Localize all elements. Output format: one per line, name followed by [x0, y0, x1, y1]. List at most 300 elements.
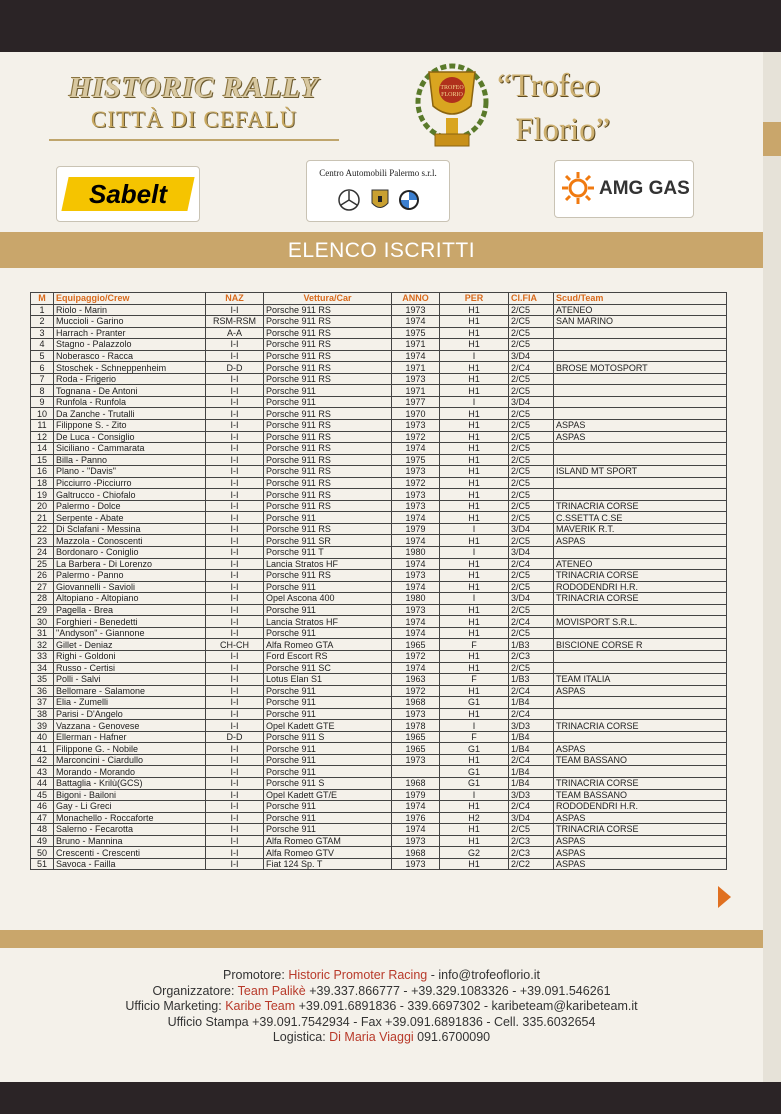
- cell-number: 6: [31, 362, 54, 374]
- cell-number: 5: [31, 350, 54, 362]
- cell-number: 23: [31, 535, 54, 547]
- cell-year: 1979: [392, 789, 440, 801]
- cell-team: ASPAS: [554, 812, 727, 824]
- cell-car: Porsche 911: [264, 824, 392, 836]
- cell-crew: Billa - Panno: [54, 454, 206, 466]
- cell-number: 18: [31, 477, 54, 489]
- cell-car: Opel Kadett GT/E: [264, 789, 392, 801]
- cell-nationality: A-A: [206, 327, 264, 339]
- cell-car: Porsche 911: [264, 685, 392, 697]
- amg-gas-text: AMG GAS: [599, 178, 690, 199]
- cell-number: 30: [31, 616, 54, 628]
- cell-period: H1: [440, 373, 509, 385]
- trofeo-word: “Trofeo: [497, 68, 601, 104]
- cell-fia-class: 2/C4: [509, 801, 554, 813]
- cell-car: Porsche 911 RS: [264, 316, 392, 328]
- table-row: [31, 650, 727, 662]
- cell-team: [554, 339, 727, 351]
- cell-team: [554, 627, 727, 639]
- cell-nationality: I-I: [206, 801, 264, 813]
- logistics-label: Logistica:: [272, 1030, 330, 1044]
- cell-period: H1: [440, 801, 509, 813]
- table-row: [31, 777, 727, 789]
- cell-period: I: [440, 547, 509, 559]
- table-row: [31, 593, 727, 605]
- cell-period: H1: [440, 316, 509, 328]
- page-title: ELENCO ISCRITTI: [287, 239, 476, 262]
- col-header-car: Vettura/Car: [264, 293, 392, 305]
- cell-number: 43: [31, 766, 54, 778]
- table-row: [31, 754, 727, 766]
- cell-nationality: I-I: [206, 604, 264, 616]
- table-row: [31, 720, 727, 732]
- organizer-name: Team Palikè: [237, 983, 306, 998]
- cell-period: G1: [440, 777, 509, 789]
- cell-car: Lancia Stratos HF: [264, 616, 392, 628]
- cell-period: H1: [440, 581, 509, 593]
- cell-team: TEAM ITALIA: [554, 674, 727, 686]
- cell-crew: Gay - Li Greci: [54, 801, 206, 813]
- cell-car: Porsche 911: [264, 512, 392, 524]
- cell-nationality: I-I: [206, 616, 264, 628]
- edge-tab: [763, 122, 781, 156]
- cell-year: 1978: [392, 720, 440, 732]
- cell-team: ASPAS: [554, 535, 727, 547]
- florio-word: Florio”: [515, 112, 611, 148]
- cell-car: Alfa Romeo GTV: [264, 847, 392, 859]
- cell-period: I: [440, 396, 509, 408]
- cell-crew: Savoca - Failla: [54, 858, 206, 870]
- cell-number: 19: [31, 489, 54, 501]
- trophy-badge-top: TROFEO: [440, 85, 464, 91]
- cell-fia-class: 3/D4: [509, 396, 554, 408]
- cell-period: H1: [440, 754, 509, 766]
- cell-fia-class: 2/C3: [509, 650, 554, 662]
- cell-team: TRINACRIA CORSE: [554, 720, 727, 732]
- cell-year: 1976: [392, 812, 440, 824]
- cell-year: 1973: [392, 835, 440, 847]
- cell-team: [554, 373, 727, 385]
- cell-team: [554, 385, 727, 397]
- cell-year: 1965: [392, 743, 440, 755]
- cell-crew: Monachello - Roccaforte: [54, 812, 206, 824]
- cell-period: F: [440, 639, 509, 651]
- cell-fia-class: 2/C5: [509, 385, 554, 397]
- cell-car: Porsche 911: [264, 754, 392, 766]
- cell-nationality: I-I: [206, 685, 264, 697]
- cell-number: 27: [31, 581, 54, 593]
- cell-fia-class: 2/C4: [509, 754, 554, 766]
- cell-number: 31: [31, 627, 54, 639]
- cell-number: 51: [31, 858, 54, 870]
- cell-nationality: I-I: [206, 835, 264, 847]
- cell-team: [554, 327, 727, 339]
- organizer-label: Organizzatore:: [152, 983, 238, 998]
- cell-period: G1: [440, 697, 509, 709]
- cell-crew: Vazzana - Genovese: [54, 720, 206, 732]
- cell-team: C.SSETTA C.SE: [554, 512, 727, 524]
- table-row: [31, 547, 727, 559]
- organizer-contact: +39.337.866777 - +39.329.1083326 - +39.091.546261: [305, 983, 611, 998]
- cell-number: 14: [31, 443, 54, 455]
- cell-car: Porsche 911: [264, 627, 392, 639]
- cell-car: Lotus Elan S1: [264, 674, 392, 686]
- cell-nationality: D-D: [206, 731, 264, 743]
- cell-number: 11: [31, 420, 54, 432]
- cell-car: Opel Ascona 400: [264, 593, 392, 605]
- cell-period: H1: [440, 327, 509, 339]
- cell-number: 50: [31, 847, 54, 859]
- cell-period: H1: [440, 616, 509, 628]
- cell-number: 21: [31, 512, 54, 524]
- cell-period: G1: [440, 743, 509, 755]
- cell-year: 1975: [392, 327, 440, 339]
- marketing-name: Karibe Team: [225, 999, 296, 1013]
- cell-number: 7: [31, 373, 54, 385]
- cell-number: 35: [31, 674, 54, 686]
- cell-car: Porsche 911 RS: [264, 500, 392, 512]
- cell-period: H2: [440, 812, 509, 824]
- col-header-nationality: NAZ: [206, 293, 264, 305]
- cell-year: 1980: [392, 547, 440, 559]
- cell-fia-class: 2/C4: [509, 558, 554, 570]
- cell-year: 1973: [392, 858, 440, 870]
- cell-crew: Runfola - Runfola: [54, 396, 206, 408]
- cell-nationality: I-I: [206, 500, 264, 512]
- cell-car: Porsche 911 T: [264, 547, 392, 559]
- table-row: [31, 477, 727, 489]
- cell-period: F: [440, 731, 509, 743]
- cell-car: Porsche 911 RS: [264, 477, 392, 489]
- cell-car: Porsche 911 RS: [264, 408, 392, 420]
- cell-team: ISLAND MT SPORT: [554, 466, 727, 478]
- cell-car: Porsche 911: [264, 396, 392, 408]
- cell-fia-class: 2/C5: [509, 535, 554, 547]
- cell-nationality: I-I: [206, 431, 264, 443]
- cell-crew: Pagella - Brea: [54, 604, 206, 616]
- table-row: [31, 581, 727, 593]
- cell-period: H1: [440, 835, 509, 847]
- cell-number: 37: [31, 697, 54, 709]
- cell-car: Porsche 911: [264, 697, 392, 709]
- cell-crew: Marconcini - Ciardullo: [54, 754, 206, 766]
- cell-number: 47: [31, 812, 54, 824]
- cell-team: [554, 396, 727, 408]
- next-page-arrow-icon[interactable]: [718, 886, 731, 908]
- cell-crew: Elia - Zumelli: [54, 697, 206, 709]
- cell-team: MAVERIK R.T.: [554, 523, 727, 535]
- cell-period: H1: [440, 558, 509, 570]
- logo-line-2: CITTÀ DI CEFALÙ: [90, 107, 298, 132]
- cell-nationality: I-I: [206, 558, 264, 570]
- cell-team: TEAM BASSANO: [554, 754, 727, 766]
- table-row: [31, 512, 727, 524]
- cell-crew: Tognana - De Antoni: [54, 385, 206, 397]
- cell-crew: Mazzola - Conoscenti: [54, 535, 206, 547]
- cell-car: Porsche 911 RS: [264, 454, 392, 466]
- cell-fia-class: 2/C5: [509, 477, 554, 489]
- cell-year: 1974: [392, 512, 440, 524]
- cell-fia-class: 2/C5: [509, 824, 554, 836]
- cell-fia-class: 1/B4: [509, 777, 554, 789]
- cell-number: 4: [31, 339, 54, 351]
- cell-fia-class: 1/B3: [509, 639, 554, 651]
- cell-period: H1: [440, 500, 509, 512]
- promoter-label: Promotore:: [223, 968, 289, 982]
- cell-period: H1: [440, 570, 509, 582]
- cell-team: [554, 766, 727, 778]
- cell-crew: De Luca - Consiglio: [54, 431, 206, 443]
- cell-year: 1974: [392, 350, 440, 362]
- cell-year: 1968: [392, 847, 440, 859]
- cell-nationality: I-I: [206, 743, 264, 755]
- cell-car: Porsche 911: [264, 766, 392, 778]
- cell-fia-class: 2/C5: [509, 581, 554, 593]
- cell-nationality: I-I: [206, 847, 264, 859]
- cell-year: 1973: [392, 604, 440, 616]
- cell-fia-class: 2/C4: [509, 685, 554, 697]
- cell-nationality: I-I: [206, 581, 264, 593]
- cell-period: H1: [440, 477, 509, 489]
- logo-line-1: HISTORIC RALLY: [68, 72, 320, 104]
- cell-crew: Russo - Certisi: [54, 662, 206, 674]
- cell-year: 1972: [392, 477, 440, 489]
- cell-number: 33: [31, 650, 54, 662]
- cell-nationality: I-I: [206, 477, 264, 489]
- cell-car: Porsche 911: [264, 812, 392, 824]
- cell-period: I: [440, 350, 509, 362]
- cell-crew: Morando - Morando: [54, 766, 206, 778]
- cell-number: 34: [31, 662, 54, 674]
- table-row: [31, 639, 727, 651]
- cell-crew: Stoschek - Schneppenheim: [54, 362, 206, 374]
- cell-team: TRINACRIA CORSE: [554, 593, 727, 605]
- cell-crew: Serpente - Abate: [54, 512, 206, 524]
- cell-car: Porsche 911: [264, 801, 392, 813]
- cell-period: H1: [440, 535, 509, 547]
- cell-number: 9: [31, 396, 54, 408]
- cell-crew: Muccioli - Garino: [54, 316, 206, 328]
- cell-team: [554, 408, 727, 420]
- cell-nationality: I-I: [206, 304, 264, 316]
- cell-team: BROSE MOTOSPORT: [554, 362, 727, 374]
- cell-nationality: I-I: [206, 350, 264, 362]
- cell-team: RODODENDRI H.R.: [554, 581, 727, 593]
- bottom-dark-bar: [0, 1082, 781, 1114]
- cell-crew: Ellerman - Hafner: [54, 731, 206, 743]
- cell-year: 1968: [392, 777, 440, 789]
- table-row: [31, 824, 727, 836]
- cell-nationality: I-I: [206, 858, 264, 870]
- cell-fia-class: 2/C3: [509, 835, 554, 847]
- cell-period: I: [440, 523, 509, 535]
- table-row: [31, 616, 727, 628]
- cell-fia-class: 2/C2: [509, 858, 554, 870]
- cell-year: 1977: [392, 396, 440, 408]
- cell-year: 1974: [392, 558, 440, 570]
- table-row: [31, 570, 727, 582]
- cell-number: 1: [31, 304, 54, 316]
- cell-fia-class: 2/C5: [509, 408, 554, 420]
- cell-car: Porsche 911: [264, 385, 392, 397]
- cell-team: [554, 650, 727, 662]
- cell-year: 1973: [392, 754, 440, 766]
- cell-crew: Picciurro -Picciurro: [54, 477, 206, 489]
- cell-fia-class: 2/C5: [509, 454, 554, 466]
- cell-period: H1: [440, 362, 509, 374]
- cell-nationality: I-I: [206, 627, 264, 639]
- table-row: [31, 362, 727, 374]
- col-header-crew: Equipaggio/Crew: [54, 293, 206, 305]
- cell-car: Porsche 911 RS: [264, 362, 392, 374]
- cell-period: H1: [440, 662, 509, 674]
- cell-fia-class: 2/C4: [509, 362, 554, 374]
- cell-team: TRINACRIA CORSE: [554, 824, 727, 836]
- cell-fia-class: 2/C5: [509, 316, 554, 328]
- cell-fia-class: 2/C5: [509, 489, 554, 501]
- cell-period: H1: [440, 824, 509, 836]
- cell-nationality: I-I: [206, 593, 264, 605]
- cell-fia-class: 1/B4: [509, 766, 554, 778]
- cell-year: [392, 766, 440, 778]
- cell-car: Porsche 911 RS: [264, 350, 392, 362]
- cell-crew: Forghieri - Benedetti: [54, 616, 206, 628]
- col-header-period: PER: [440, 293, 509, 305]
- table-row: [31, 697, 727, 709]
- cell-number: 25: [31, 558, 54, 570]
- cell-number: 3: [31, 327, 54, 339]
- cell-crew: Filippone G. - Nobile: [54, 743, 206, 755]
- table-row: [31, 812, 727, 824]
- cell-number: 46: [31, 801, 54, 813]
- cell-year: 1973: [392, 570, 440, 582]
- cell-team: [554, 662, 727, 674]
- cell-fia-class: 2/C5: [509, 500, 554, 512]
- marketing-label: Ufficio Marketing:: [125, 999, 226, 1013]
- cell-car: Alfa Romeo GTAM: [264, 835, 392, 847]
- cell-fia-class: 1/B3: [509, 674, 554, 686]
- table-row: [31, 708, 727, 720]
- footer-logistics: [0, 1030, 763, 1046]
- cell-crew: Siciliano - Cammarata: [54, 443, 206, 455]
- cell-team: [554, 604, 727, 616]
- cell-team: [554, 350, 727, 362]
- cell-car: Porsche 911 RS: [264, 420, 392, 432]
- table-row: [31, 443, 727, 455]
- cell-nationality: I-I: [206, 385, 264, 397]
- cell-team: BISCIONE CORSE R: [554, 639, 727, 651]
- cell-team: ASPAS: [554, 743, 727, 755]
- cell-fia-class: 3/D3: [509, 789, 554, 801]
- table-row: [31, 385, 727, 397]
- cell-nationality: I-I: [206, 720, 264, 732]
- cell-crew: Salerno - Fecarotta: [54, 824, 206, 836]
- cell-crew: Stagno - Palazzolo: [54, 339, 206, 351]
- cell-nationality: I-I: [206, 697, 264, 709]
- cell-number: 29: [31, 604, 54, 616]
- col-header-fia-class: Cl.FIA: [509, 293, 554, 305]
- cell-number: 48: [31, 824, 54, 836]
- cell-number: 41: [31, 743, 54, 755]
- title-banner: [0, 232, 763, 268]
- cell-period: H1: [440, 650, 509, 662]
- cell-year: 1965: [392, 731, 440, 743]
- cell-team: ASPAS: [554, 847, 727, 859]
- cell-fia-class: 3/D4: [509, 547, 554, 559]
- cell-year: 1980: [392, 593, 440, 605]
- cell-crew: Bigoni - Bailoni: [54, 789, 206, 801]
- col-header-team: Scud/Team: [554, 293, 727, 305]
- cell-nationality: I-I: [206, 396, 264, 408]
- cell-fia-class: 3/D4: [509, 523, 554, 535]
- cell-car: Porsche 911 RS: [264, 570, 392, 582]
- cell-team: [554, 731, 727, 743]
- cell-year: 1975: [392, 454, 440, 466]
- cell-nationality: I-I: [206, 489, 264, 501]
- cell-car: Porsche 911 RS: [264, 523, 392, 535]
- footer-promoter: [0, 968, 763, 984]
- cell-nationality: I-I: [206, 547, 264, 559]
- table-row: [31, 766, 727, 778]
- cell-crew: Bellomare - Salamone: [54, 685, 206, 697]
- centro-automobili-text: Centro Automobili Palermo s.r.l.: [319, 168, 437, 178]
- table-row: [31, 627, 727, 639]
- table-row: [31, 558, 727, 570]
- table-row: [31, 408, 727, 420]
- cell-year: 1970: [392, 408, 440, 420]
- cell-car: Porsche 911 RS: [264, 431, 392, 443]
- cell-fia-class: 2/C4: [509, 616, 554, 628]
- amg-gas-sponsor: [554, 160, 694, 218]
- cell-car: Porsche 911 RS: [264, 304, 392, 316]
- cell-team: ASPAS: [554, 858, 727, 870]
- cell-car: Porsche 911: [264, 708, 392, 720]
- cell-nationality: I-I: [206, 754, 264, 766]
- cell-car: Porsche 911 RS: [264, 443, 392, 455]
- cell-number: 32: [31, 639, 54, 651]
- table-row: [31, 500, 727, 512]
- cell-number: 15: [31, 454, 54, 466]
- cell-crew: Plano - "Davis": [54, 466, 206, 478]
- logo-rule: [49, 139, 339, 141]
- table-row: [31, 431, 727, 443]
- cell-period: I: [440, 789, 509, 801]
- cell-crew: Altopiano - Altopiano: [54, 593, 206, 605]
- cell-nationality: I-I: [206, 408, 264, 420]
- footer-contacts: [0, 968, 763, 1046]
- cell-year: 1973: [392, 373, 440, 385]
- footer-gold-band: [0, 930, 763, 948]
- table-row: [31, 373, 727, 385]
- cell-year: 1974: [392, 443, 440, 455]
- cell-year: 1974: [392, 581, 440, 593]
- marketing-contact: +39.091.6891836 - 339.6697302 - karibeteam@karibeteam.it: [295, 999, 638, 1013]
- cell-crew: Gillet - Deniaz: [54, 639, 206, 651]
- cell-period: G2: [440, 847, 509, 859]
- cell-nationality: RSM-RSM: [206, 316, 264, 328]
- cell-fia-class: 2/C5: [509, 466, 554, 478]
- cell-car: Porsche 911 RS: [264, 339, 392, 351]
- cell-number: 39: [31, 720, 54, 732]
- col-header-number: M: [31, 293, 54, 305]
- cell-nationality: I-I: [206, 443, 264, 455]
- cell-team: TRINACRIA CORSE: [554, 777, 727, 789]
- cell-year: 1973: [392, 708, 440, 720]
- cell-crew: Crescenti - Crescenti: [54, 847, 206, 859]
- cell-period: H1: [440, 604, 509, 616]
- cell-car: Porsche 911 RS: [264, 489, 392, 501]
- cell-year: 1973: [392, 466, 440, 478]
